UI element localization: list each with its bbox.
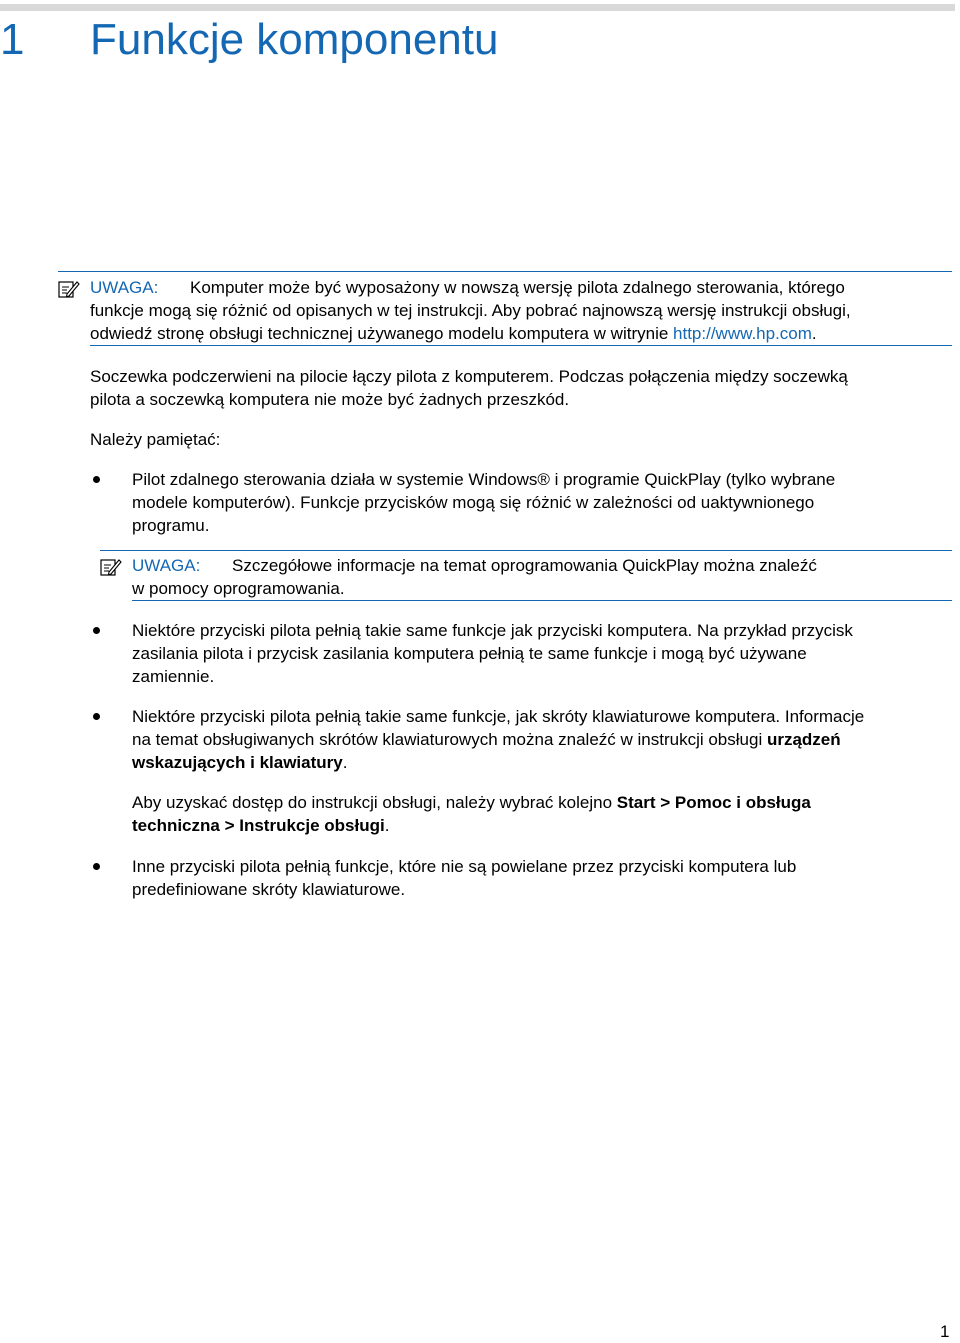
note-text: w pomocy oprogramowania. — [132, 579, 345, 598]
note-text: . — [811, 324, 817, 343]
list-item-1 — [132, 468, 835, 537]
page-number: 1 — [940, 1322, 950, 1341]
list-item-line: modele komputerów). Funkcje przycisków mogą się różnić w zależności od uaktywnionego — [132, 493, 815, 512]
list-item-text: Aby uzyskać dostęp do instrukcji obsługi, należy wybrać kolejno — [132, 793, 617, 812]
chapter-heading — [0, 13, 498, 67]
list-item-3-subparagraph — [132, 791, 811, 837]
note-bottom-rule — [90, 345, 952, 346]
list-item-line: Inne przyciski pilota pełnią funkcje, które nie są powielane przez przyciski komputera lub — [132, 857, 797, 876]
list-item-line: zamiennie. — [132, 667, 215, 686]
list-item-line: programu. — [132, 516, 210, 535]
bullet-dot — [93, 476, 100, 483]
hp-website-link[interactable]: http://www.hp.com — [673, 324, 812, 343]
note-pencil-icon — [100, 557, 122, 577]
paragraph-remember — [90, 428, 220, 451]
chapter-number: 1 — [0, 15, 25, 64]
manual-title: wskazujących i klawiatury — [132, 753, 343, 772]
note-text: funkcje mogą się różnić od opisanych w tej instrukcji. Aby pobrać najnowszą wersję instrukcji obsługi, — [90, 301, 851, 320]
note-pencil-icon — [58, 279, 80, 299]
note-label: UWAGA: — [90, 278, 159, 297]
note-2 — [132, 554, 817, 600]
list-item-line: Pilot zdalnego sterowania działa w systemie Windows® i programie QuickPlay (tylko wybrane — [132, 470, 836, 489]
list-item-line: Niektóre przyciski pilota pełnią takie same funkcje, jak skróty klawiaturowe komputera. Informacje — [132, 707, 865, 726]
note-text: Szczegółowe informacje na temat oprogramowania QuickPlay można znaleźć — [232, 556, 817, 575]
list-item-line: zasilania pilota i przycisk zasilania komputera pełnią te same funkcje i mogą być używane — [132, 644, 807, 663]
list-item-line: predefiniowane skróty klawiaturowe. — [132, 880, 406, 899]
bullet-dot — [93, 713, 100, 720]
list-item-2 — [132, 619, 853, 688]
bullet-dot — [93, 863, 100, 870]
note-text: odwiedź stronę obsługi technicznej używanego modelu komputera w witrynie — [90, 324, 674, 343]
menu-path: Start > Pomoc i obsługa — [616, 793, 811, 812]
note-top-rule — [58, 271, 952, 272]
list-item-text: . — [384, 816, 390, 835]
paragraph-infrared — [90, 365, 848, 411]
menu-path: techniczna > Instrukcje obsługi — [132, 816, 385, 835]
note-text: Komputer może być wyposażony w nowszą wersję pilota zdalnego sterowania, którego — [190, 278, 845, 297]
paragraph-line: Należy pamiętać: — [90, 430, 221, 449]
paragraph-line: Soczewka podczerwieni na pilocie łączy pilota z komputerem. Podczas połączenia między soczewką — [90, 367, 848, 386]
list-item-line: Niektóre przyciski pilota pełnią takie same funkcje jak przyciski komputera. Na przykład przycisk — [132, 621, 853, 640]
paragraph-line: pilota a soczewką komputera nie może być żadnych przeszkód. — [90, 390, 570, 409]
bullet-dot — [93, 627, 100, 634]
list-item-text: . — [342, 753, 348, 772]
list-item-4 — [132, 855, 796, 901]
chapter-title: Funkcje komponentu — [90, 15, 499, 64]
manual-title: urządzeń — [766, 730, 841, 749]
list-item-text: na temat obsługiwanych skrótów klawiaturowych można znaleźć w instrukcji obsługi — [132, 730, 767, 749]
header-rule — [0, 4, 955, 11]
note-top-rule — [100, 550, 952, 551]
note-1 — [90, 276, 851, 345]
note-label: UWAGA: — [132, 556, 201, 575]
note-bottom-rule — [132, 600, 952, 601]
list-item-3 — [132, 705, 864, 774]
